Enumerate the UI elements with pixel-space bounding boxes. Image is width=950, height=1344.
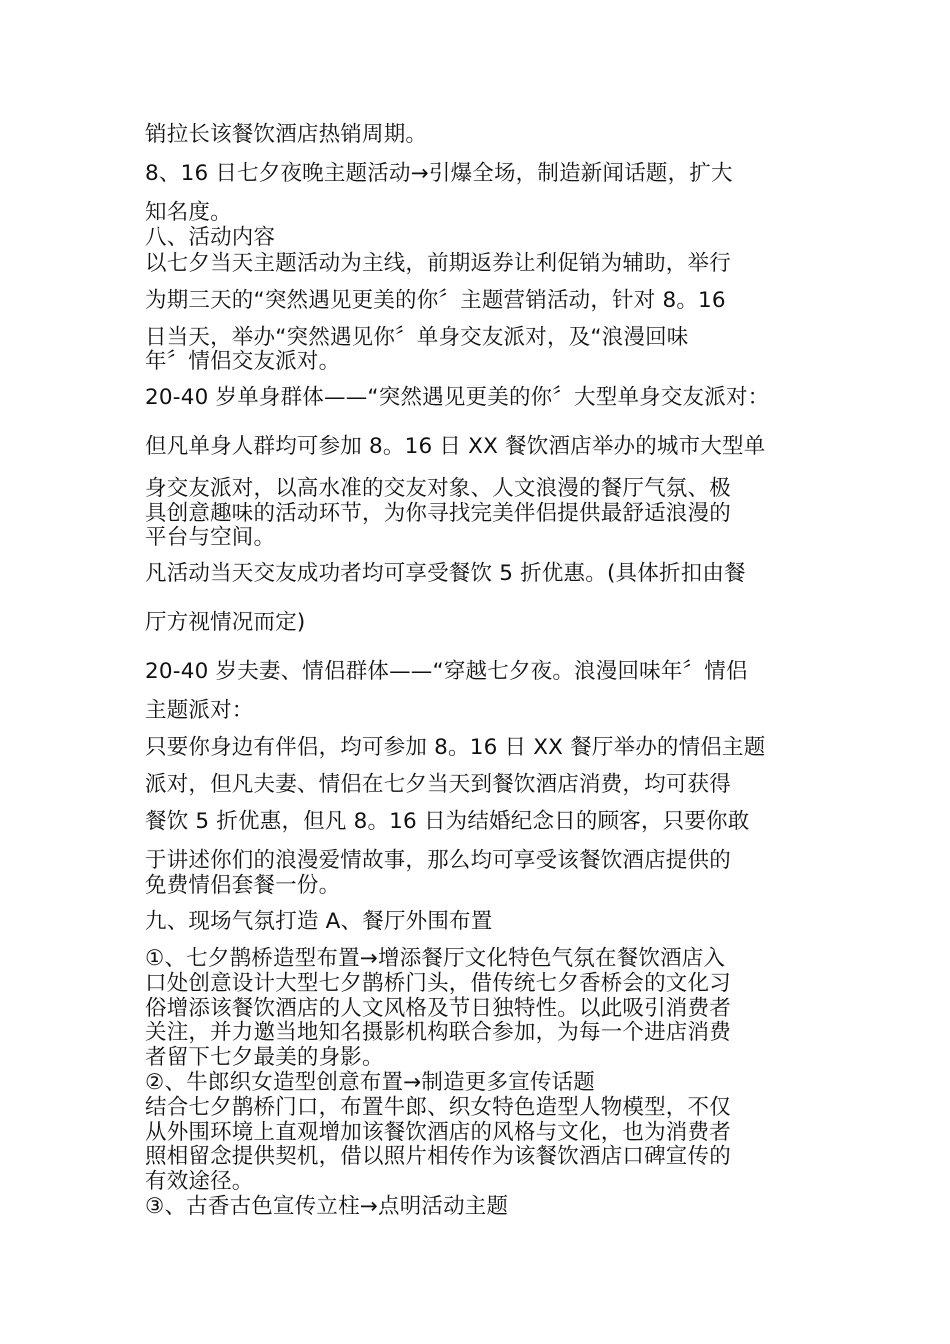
body-text-line: 关注，并力邀当地知名摄影机构联合参加，为每一个进店消费 — [145, 1020, 731, 1045]
body-text-line: 俗增添该餐饮酒店的人文风格及节日独特性。以此吸引消费者 — [145, 996, 731, 1021]
section-heading: 九、现场气氛打造 A、餐厅外围布置 — [145, 909, 493, 934]
body-text-line: 结合七夕鹊桥门口，布置牛郎、织女特色造型人物模型，不仅 — [145, 1095, 731, 1120]
body-text-line: 餐饮 5 折优惠，但凡 8。16 日为结婚纪念日的顾客，只要你敢 — [145, 809, 750, 834]
body-text-line: 具创意趣味的活动环节，为你寻找完美伴侣提供最舒适浪漫的 — [145, 501, 731, 526]
body-text-line: 平台与空间。 — [145, 525, 276, 550]
body-text-line: 8、16 日七夕夜晚主题活动→引爆全场，制造新闻话题，扩大 — [145, 161, 733, 186]
body-text-line: 主题派对： — [145, 698, 254, 723]
body-text-line: 以七夕当天主题活动为主线，前期返券让利促销为辅助，举行 — [145, 251, 731, 276]
body-text-line: 但凡单身人群均可参加 8。16 日 XX 餐饮酒店举办的城市大型单 — [145, 434, 766, 459]
body-text-line: 20-40 岁单身群体——“突然遇见更美的你〞大型单身交友派对： — [145, 385, 770, 410]
body-text-line: 派对，但凡夫妻、情侣在七夕当天到餐饮酒店消费，均可获得 — [145, 772, 731, 797]
body-text-line: 于讲述你们的浪漫爱情故事，那么均可享受该餐饮酒店提供的 — [145, 848, 731, 873]
section-heading: 八、活动内容 — [145, 225, 276, 250]
body-text-line: 身交友派对，以高水准的交友对象、人文浪漫的餐厅气氛、极 — [145, 476, 731, 501]
body-text-line: 为期三天的“突然遇见更美的你〞主题营销活动，针对 8。16 — [145, 288, 726, 313]
body-text-line: 销拉长该餐饮酒店热销周期。 — [145, 122, 428, 147]
body-text-line: 从外围环境上直观增加该餐饮酒店的风格与文化，也为消费者 — [145, 1120, 731, 1145]
body-text-line: 年〞情侣交友派对。 — [145, 349, 341, 374]
body-text-line: ③、古香古色宣传立柱→点明活动主题 — [145, 1194, 509, 1219]
body-text-line: ①、七夕鹊桥造型布置→增添餐厅文化特色气氛在餐饮酒店入 — [145, 946, 726, 971]
body-text-line: 日当天，举办“突然遇见你〞单身交友派对，及“浪漫回味 — [145, 325, 689, 350]
body-text-line: 20-40 岁夫妻、情侣群体——“穿越七夕夜。浪漫回味年〞情侣 — [145, 659, 748, 684]
body-text-line: 免费情侣套餐一份。 — [145, 873, 341, 898]
body-text-line: 有效途径。 — [145, 1169, 254, 1194]
body-text-line: 口处创意设计大型七夕鹊桥门头，借传统七夕香桥会的文化习 — [145, 971, 731, 996]
body-text-line: 只要你身边有伴侣，均可参加 8。16 日 XX 餐厅举办的情侣主题 — [145, 735, 766, 760]
body-text-line: ②、牛郎织女造型创意布置→制造更多宣传话题 — [145, 1070, 595, 1095]
body-text-line: 照相留念提供契机，借以照片相传作为该餐饮酒店口碑宣传的 — [145, 1144, 731, 1169]
body-text-line: 厅方视情况而定) — [145, 610, 306, 635]
body-text-line: 知名度。 — [145, 200, 232, 225]
body-text-line: 凡活动当天交友成功者均可享受餐饮 5 折优惠。(具体折扣由餐 — [145, 561, 746, 586]
body-text-line: 者留下七夕最美的身影。 — [145, 1045, 384, 1070]
